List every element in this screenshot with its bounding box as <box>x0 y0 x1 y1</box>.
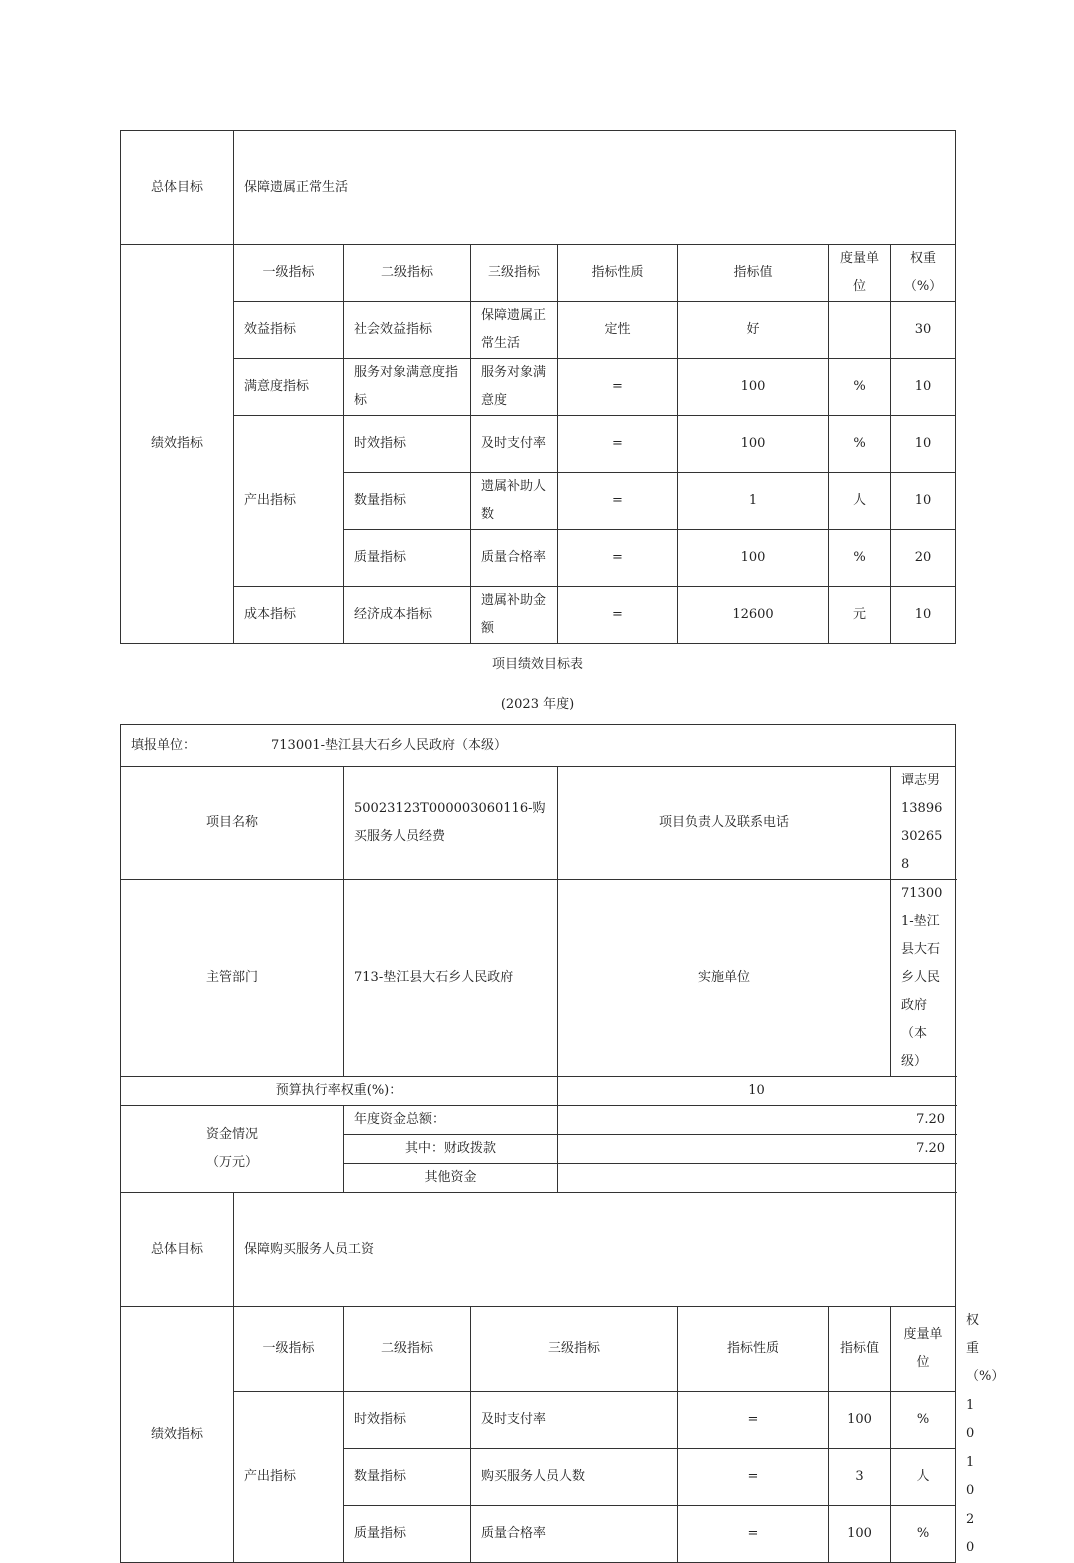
header-weight: 权重（%） <box>891 245 956 302</box>
dept-value: 713-垫江县大石乡人民政府 <box>344 880 558 1077</box>
cell-level2: 经济成本指标 <box>344 587 471 644</box>
cell-level3: 质量合格率 <box>471 1506 678 1563</box>
cell-nature: = <box>678 1392 829 1449</box>
cell-value: 100 <box>678 416 829 473</box>
cell-level1: 产出指标 <box>234 1392 344 1563</box>
cell-nature: 定性 <box>558 302 678 359</box>
cell-value: 100 <box>678 359 829 416</box>
fiscal-value: 7.20 <box>558 1135 956 1164</box>
cell-level2: 服务对象满意度指标 <box>344 359 471 416</box>
cell-value: 1 <box>678 473 829 530</box>
cell-level1: 效益指标 <box>234 302 344 359</box>
cell-value: 100 <box>829 1392 891 1449</box>
header-unit: 度量单位 <box>891 1307 956 1392</box>
table-row <box>121 302 956 359</box>
header-value: 指标值 <box>829 1307 891 1392</box>
header-nature: 指标性质 <box>678 1307 829 1392</box>
cell-weight: 10 <box>891 416 956 473</box>
table-row: 数量指标 购买服务人员人数 = 3 人 10 <box>121 1449 956 1506</box>
cell-weight: 30 <box>891 302 956 359</box>
cell-level3: 及时支付率 <box>471 1392 678 1449</box>
cell-nature: = <box>558 359 678 416</box>
table-title: 项目绩效目标表 <box>491 657 583 672</box>
perf-label: 绩效指标 <box>121 1307 234 1563</box>
goal-label: 总体目标 <box>121 131 234 245</box>
cell-nature: = <box>558 587 678 644</box>
funds-cell <box>121 1106 344 1193</box>
leader-phone: 13896302658 <box>901 801 943 872</box>
cell-nature: = <box>558 473 678 530</box>
header-row: 绩效指标 一级指标 二级指标 三级指标 指标性质 指标值 度量单位 权重（%） <box>121 1307 956 1392</box>
goal-text: 保障购买服务人员工资 <box>234 1193 956 1307</box>
leader-name: 谭志男 <box>901 773 941 788</box>
cell-nature: = <box>678 1449 829 1506</box>
cell-level1: 满意度指标 <box>234 359 344 416</box>
cell-level1: 成本指标 <box>234 587 344 644</box>
cell-level2: 数量指标 <box>344 1449 471 1506</box>
other-value <box>558 1164 956 1193</box>
dept-label: 主管部门 <box>121 880 344 1077</box>
cell-unit: % <box>891 1392 956 1449</box>
cell-level3: 购买服务人员人数 <box>471 1449 678 1506</box>
cell-unit: % <box>829 416 891 473</box>
header-value: 指标值 <box>678 245 829 302</box>
cell-level2: 时效指标 <box>344 416 471 473</box>
table-row <box>121 416 956 473</box>
cell-level1: 产出指标 <box>234 416 344 587</box>
leader-label: 项目负责人及联系电话 <box>558 767 891 880</box>
goal-text: 保障遗属正常生活 <box>234 131 956 245</box>
funds-label: 资金情况 <box>205 1127 258 1142</box>
cell-nature: = <box>558 416 678 473</box>
cell-value: 好 <box>678 302 829 359</box>
header-level1: 一级指标 <box>234 1307 344 1392</box>
table-row: 质量指标 质量合格率 = 100 % 20 <box>121 1506 956 1563</box>
cell-weight: 10 <box>891 587 956 644</box>
fill-unit-value: 713001-垫江县大石乡人民政府（本级） <box>271 737 508 753</box>
cell-nature: = <box>678 1506 829 1563</box>
header-level2: 二级指标 <box>344 1307 471 1392</box>
header-level3: 三级指标 <box>471 245 558 302</box>
cell-level2: 时效指标 <box>344 1392 471 1449</box>
cell-level3: 及时支付率 <box>471 416 558 473</box>
cell-value: 12600 <box>678 587 829 644</box>
table-row: 产出指标 时效指标 及时支付率 = 100 % 10 <box>121 1392 956 1449</box>
fill-unit-row <box>121 725 956 767</box>
cell-level2: 质量指标 <box>344 530 471 587</box>
project-name-value: 50023123T000003060116-购买服务人员经费 <box>344 767 558 880</box>
cell-level3: 遗属补助金额 <box>471 587 558 644</box>
cell-unit: 人 <box>829 473 891 530</box>
cell-level3: 保障遗属正常生活 <box>471 302 558 359</box>
cell-value: 100 <box>678 530 829 587</box>
cell-weight: 10 <box>891 473 956 530</box>
cell-level2: 数量指标 <box>344 473 471 530</box>
header-unit: 度量单位 <box>829 245 891 302</box>
cell-nature: = <box>558 530 678 587</box>
performance-table-1 <box>120 130 955 644</box>
cell-level3: 服务对象满意度 <box>471 359 558 416</box>
header-level2: 二级指标 <box>344 245 471 302</box>
table-year: (2023 年度) <box>500 697 575 712</box>
header-level3: 三级指标 <box>471 1307 678 1392</box>
cell-weight: 20 <box>891 530 956 587</box>
cell-unit <box>829 302 891 359</box>
cell-value: 3 <box>829 1449 891 1506</box>
funds-unit: （万元） <box>205 1155 258 1170</box>
table-row <box>121 359 956 416</box>
cell-level2: 质量指标 <box>344 1506 471 1563</box>
cell-unit: % <box>829 530 891 587</box>
goal-label: 总体目标 <box>121 1193 234 1307</box>
leader-cell <box>891 767 956 880</box>
cell-unit: % <box>829 359 891 416</box>
fiscal-label: 其中：财政拨款 <box>344 1135 558 1164</box>
performance-table-2 <box>120 724 1005 1563</box>
project-name-label: 项目名称 <box>121 767 344 880</box>
other-label: 其他资金 <box>344 1164 558 1193</box>
header-nature: 指标性质 <box>558 245 678 302</box>
cell-level3: 遗属补助人数 <box>471 473 558 530</box>
header-level1: 一级指标 <box>234 245 344 302</box>
cell-level3: 质量合格率 <box>471 530 558 587</box>
cell-unit: 人 <box>891 1449 956 1506</box>
total-value: 7.20 <box>558 1106 956 1135</box>
table-row <box>121 587 956 644</box>
cell-weight: 10 <box>891 359 956 416</box>
budget-rate-label: 预算执行率权重(%)： <box>121 1077 558 1106</box>
cell-unit: % <box>891 1506 956 1563</box>
cell-level2: 社会效益指标 <box>344 302 471 359</box>
total-label: 年度资金总额： <box>344 1106 558 1135</box>
fill-unit-label: 填报单位： <box>131 737 197 753</box>
cell-unit: 元 <box>829 587 891 644</box>
impl-value: 713001-垫江县大石乡人民政府（本级） <box>891 880 956 1077</box>
impl-label: 实施单位 <box>558 880 891 1077</box>
budget-rate-value: 10 <box>558 1077 956 1106</box>
cell-value: 100 <box>829 1506 891 1563</box>
header-row <box>121 245 956 302</box>
perf-label: 绩效指标 <box>121 245 234 644</box>
